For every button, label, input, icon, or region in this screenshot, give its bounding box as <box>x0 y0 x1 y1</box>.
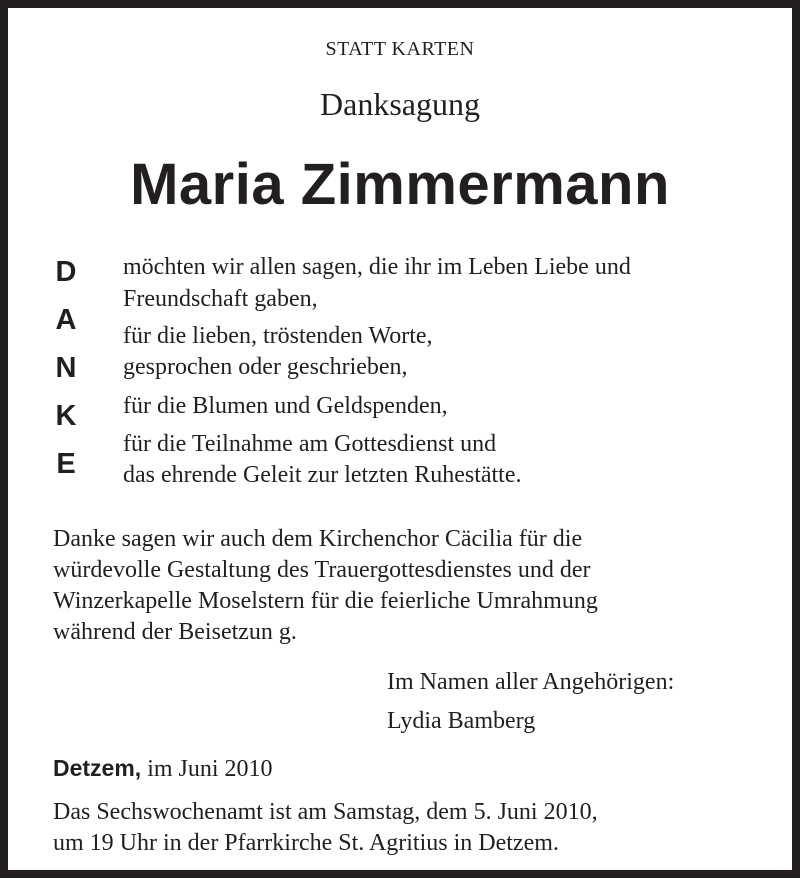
footer-line: um 19 Uhr in der Pfarrkirche St. Agritius in Detzem. <box>53 830 559 856</box>
thanks-line: für die lieben, tröstenden Worte, <box>123 323 433 349</box>
acrostic-letter: D <box>55 256 77 288</box>
acrostic-letter: K <box>55 400 77 432</box>
place-date <box>53 753 273 784</box>
acrostic-letter: N <box>55 352 77 384</box>
thanks-line: Freundschaft gaben, <box>123 286 318 312</box>
paragraph-line: Winzerkapelle Moselstern für die feierliche Umrahmung <box>53 588 598 614</box>
signature-intro: Im Namen aller Angehörigen: <box>387 669 675 695</box>
paragraph-line: Danke sagen wir auch dem Kirchenchor Cäcilia für die <box>53 526 583 552</box>
danke-acrostic <box>48 252 84 492</box>
footer-line: Das Sechswochenamt ist am Samstag, dem 5. Juni 2010, <box>53 799 598 825</box>
thanks-line: das ehrende Geleit zur letzten Ruhestätte. <box>123 462 522 488</box>
signature-name: Lydia Bamberg <box>387 708 536 734</box>
place-date-text: im Juni 2010 <box>141 756 273 782</box>
header-statt-karten: STATT KARTEN <box>325 38 475 60</box>
deceased-name: Maria Zimmermann <box>130 152 670 217</box>
thanks-line: für die Blumen und Geldspenden, <box>123 393 448 419</box>
acrostic-letter: E <box>56 448 76 480</box>
place-city: Detzem, <box>53 755 142 781</box>
subtitle-danksagung: Danksagung <box>320 86 480 122</box>
thanks-line: für die Teilnahme am Gottesdienst und <box>123 431 497 457</box>
acrostic-letter: A <box>55 304 77 336</box>
thanks-line: gesprochen oder geschrieben, <box>123 354 408 380</box>
paragraph-line: würdevolle Gestaltung des Trauergottesdienstes und der <box>53 557 591 583</box>
thanks-line: möchten wir allen sagen, die ihr im Leben Liebe und <box>123 254 631 280</box>
paragraph-line: während der Beisetzun g. <box>53 619 297 645</box>
